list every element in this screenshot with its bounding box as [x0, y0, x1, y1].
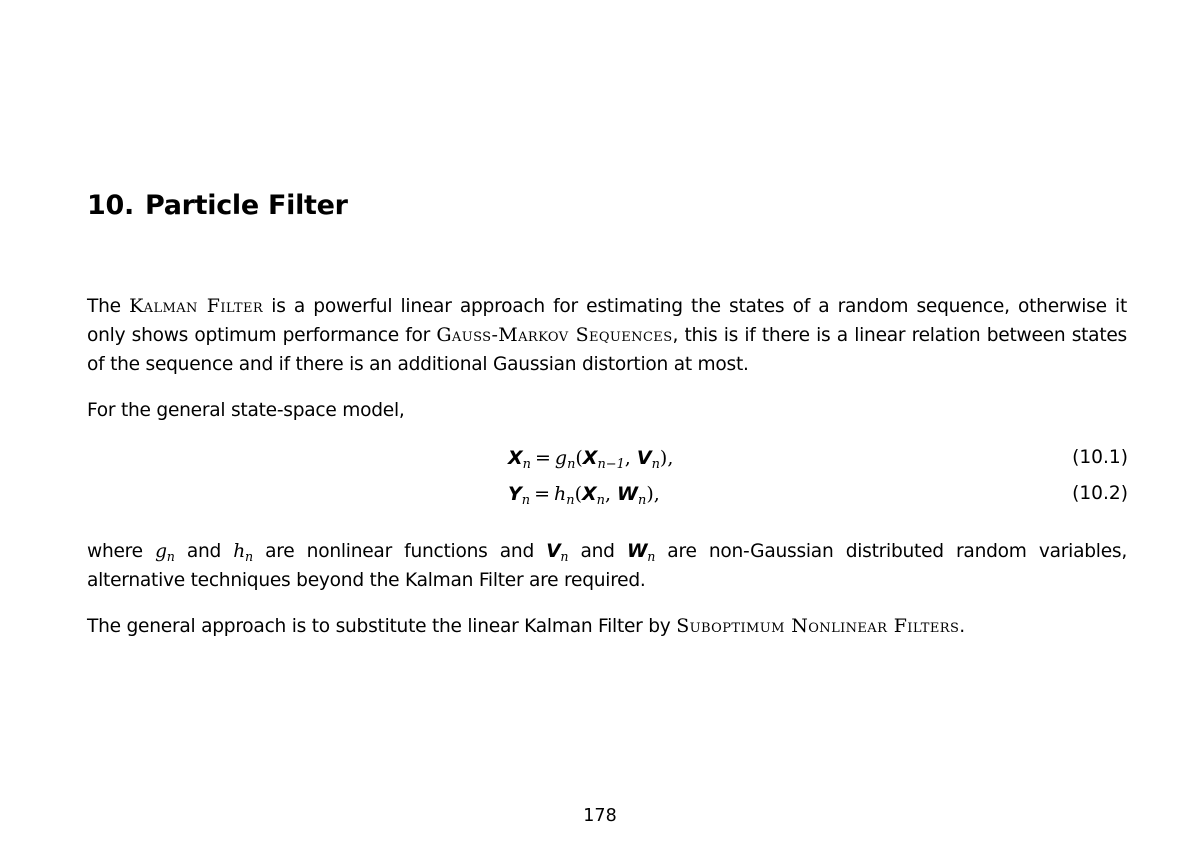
- intro-paragraph: [87, 292, 1127, 379]
- math-subscript: n: [560, 548, 569, 564]
- text-run: .: [959, 616, 965, 637]
- math-function: h: [233, 541, 246, 562]
- approach-paragraph: [87, 612, 1127, 641]
- math-subscript: n: [521, 492, 531, 508]
- section-number: 10.: [87, 190, 134, 221]
- math-symbol: V: [636, 447, 652, 469]
- text-run: and: [568, 541, 627, 562]
- math-paren: (: [574, 483, 582, 505]
- math-paren: ),: [646, 483, 660, 505]
- text-run: The: [87, 296, 130, 317]
- text-run: The general approach is to substitute the linear Kalman Filter by: [87, 616, 677, 637]
- math-subscript: n: [647, 548, 656, 564]
- math-operator: =: [534, 447, 551, 469]
- text-run: is a powerful linear approach for estimating the states of a random sequence, otherwise it only shows optimum performance for: [87, 296, 1127, 346]
- math-comma: ,: [604, 483, 618, 505]
- math-subscript: n: [522, 456, 531, 472]
- math-function: h: [554, 483, 567, 505]
- math-symbol: X: [508, 447, 523, 469]
- equation-expression: [508, 483, 660, 508]
- math-subscript: n−1: [597, 456, 625, 472]
- math-symbol: X: [581, 483, 597, 505]
- math-subscript: n: [638, 492, 647, 508]
- text-run: and: [174, 541, 234, 562]
- math-subscript: n: [245, 548, 253, 564]
- math-symbol: W: [617, 483, 639, 505]
- text-run: , this is if there is a linear relation between states of the sequence and if there is an additional Gaussian distortion at most.: [87, 325, 1127, 375]
- math-operator: =: [534, 483, 550, 505]
- nonlinear-paragraph: [87, 537, 1127, 595]
- math-symbol: Y: [508, 483, 522, 505]
- equation-number: (10.1): [1072, 447, 1128, 468]
- math-subscript: n: [651, 456, 660, 472]
- equation-10-2: [508, 483, 1128, 513]
- text-run: where: [87, 541, 156, 562]
- math-subscript: n: [166, 548, 175, 564]
- math-subscript: n: [567, 456, 576, 472]
- term-gauss-markov-sequences: Gauss-Markov Sequences: [436, 324, 673, 346]
- section-heading: [87, 190, 348, 221]
- equation-10-1: [508, 447, 1128, 477]
- term-kalman-filter: Kalman Filter: [129, 295, 264, 317]
- math-comma: ,: [624, 447, 637, 469]
- math-paren: (: [575, 447, 583, 469]
- text-run: are nonlinear functions and: [252, 541, 547, 562]
- equation-expression: [508, 447, 674, 472]
- model-intro-paragraph: For the general state-space model,: [87, 400, 405, 421]
- math-symbol: W: [626, 541, 648, 562]
- equation-number: (10.2): [1072, 483, 1128, 504]
- page-number: 178: [583, 806, 617, 826]
- term-suboptimum-nonlinear-filters: Suboptimum Nonlinear Filters: [676, 615, 960, 637]
- math-function: g: [155, 541, 167, 562]
- math-symbol: V: [546, 541, 561, 562]
- math-subscript: n: [566, 492, 575, 508]
- section-title: Particle Filter: [144, 190, 348, 221]
- math-symbol: X: [582, 447, 598, 469]
- text-run: are non-Gaussian distributed random variables, alternative techniques beyond the Kalman Filter are required.: [87, 541, 1127, 591]
- math-subscript: n: [596, 492, 605, 508]
- math-function: g: [554, 447, 568, 469]
- math-paren: ),: [659, 447, 674, 469]
